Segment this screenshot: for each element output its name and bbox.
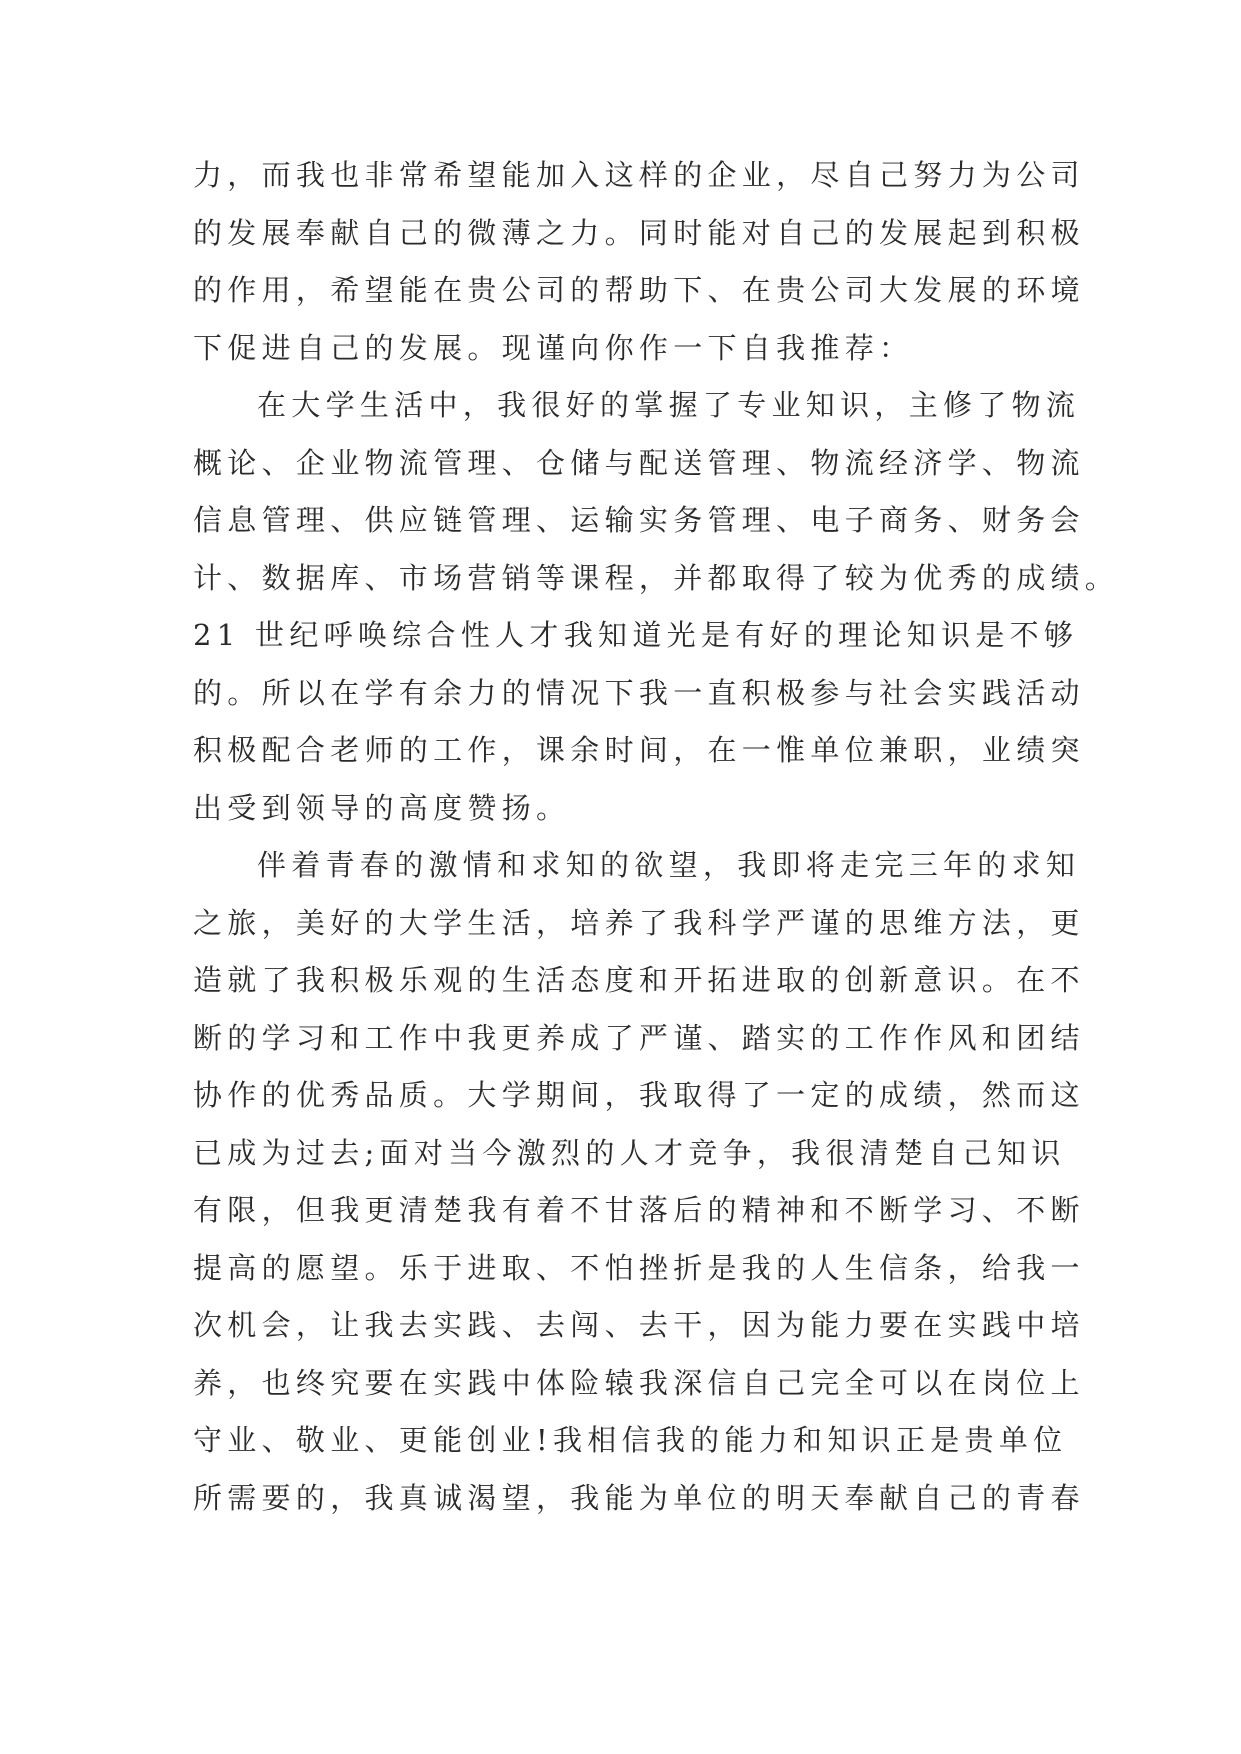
text-line: 概论、企业物流管理、仓储与配送管理、物流经济学、物流 [193, 445, 1085, 480]
text-line: 断的学习和工作中我更养成了严谨、踏实的工作作风和团结 [193, 1020, 1085, 1055]
text-line: 养，也终究要在实践中体险辕我深信自己完全可以在岗位上 [193, 1365, 1085, 1400]
text-line: 提高的愿望。乐于进取、不怕挫折是我的人生信条，给我一 [193, 1250, 1085, 1285]
text-line: 所需要的，我真诚渴望，我能为单位的明天奉献自己的青春 [193, 1480, 1085, 1515]
paragraph-intro-continuation [193, 147, 1085, 377]
text-line: 下促进自己的发展。现谨向你作一下自我推荐： [193, 330, 914, 365]
text-line: 出受到领导的高度赞扬。 [193, 790, 571, 825]
text-line: 的发展奉献自己的微薄之力。同时能对自己的发展起到积极 [193, 215, 1085, 250]
paragraph-personal-qualities [193, 837, 1085, 1527]
text-line: 协作的优秀品质。大学期间，我取得了一定的成绩，然而这 [193, 1078, 1085, 1112]
text-line: 的作用，希望能在贵公司的帮助下、在贵公司大发展的环境 [193, 273, 1085, 307]
text-line: 在大学生活中，我很好的掌握了专业知识，主修了物流 [257, 388, 1081, 422]
text-line: 造就了我积极乐观的生活态度和开拓进取的创新意识。在不 [193, 963, 1085, 997]
text-line: 计、数据库、市场营销等课程，并都取得了较为优秀的成绩。 [193, 560, 1120, 595]
text-line: 积极配合老师的工作，课余时间，在一惟单位兼职，业绩突 [193, 733, 1085, 767]
text-line: 伴着青春的激情和求知的欲望，我即将走完三年的求知 [257, 848, 1081, 882]
text-line: 21 世纪呼唤综合性人才我知道光是有好的理论知识是不够 [193, 618, 1079, 652]
text-line: 次机会，让我去实践、去闯、去干，因为能力要在实践中培 [193, 1308, 1085, 1342]
text-line: 之旅，美好的大学生活，培养了我科学严谨的思维方法，更 [193, 905, 1085, 940]
text-line: 信息管理、供应链管理、运输实务管理、电子商务、财务会 [193, 503, 1085, 537]
text-line: 力，而我也非常希望能加入这样的企业，尽自己努力为公司 [193, 158, 1085, 192]
text-line: 的。所以在学有余力的情况下我一直积极参与社会实践活动 [193, 675, 1085, 710]
paragraph-university-study [193, 377, 1120, 837]
text-line: 有限，但我更清楚我有着不甘落后的精神和不断学习、不断 [193, 1193, 1085, 1227]
text-line: 守业、敬业、更能创业!我相信我的能力和知识正是贵单位 [193, 1423, 1068, 1457]
text-line: 已成为过去;面对当今激烈的人才竞争，我很清楚自己知识 [193, 1135, 1066, 1170]
